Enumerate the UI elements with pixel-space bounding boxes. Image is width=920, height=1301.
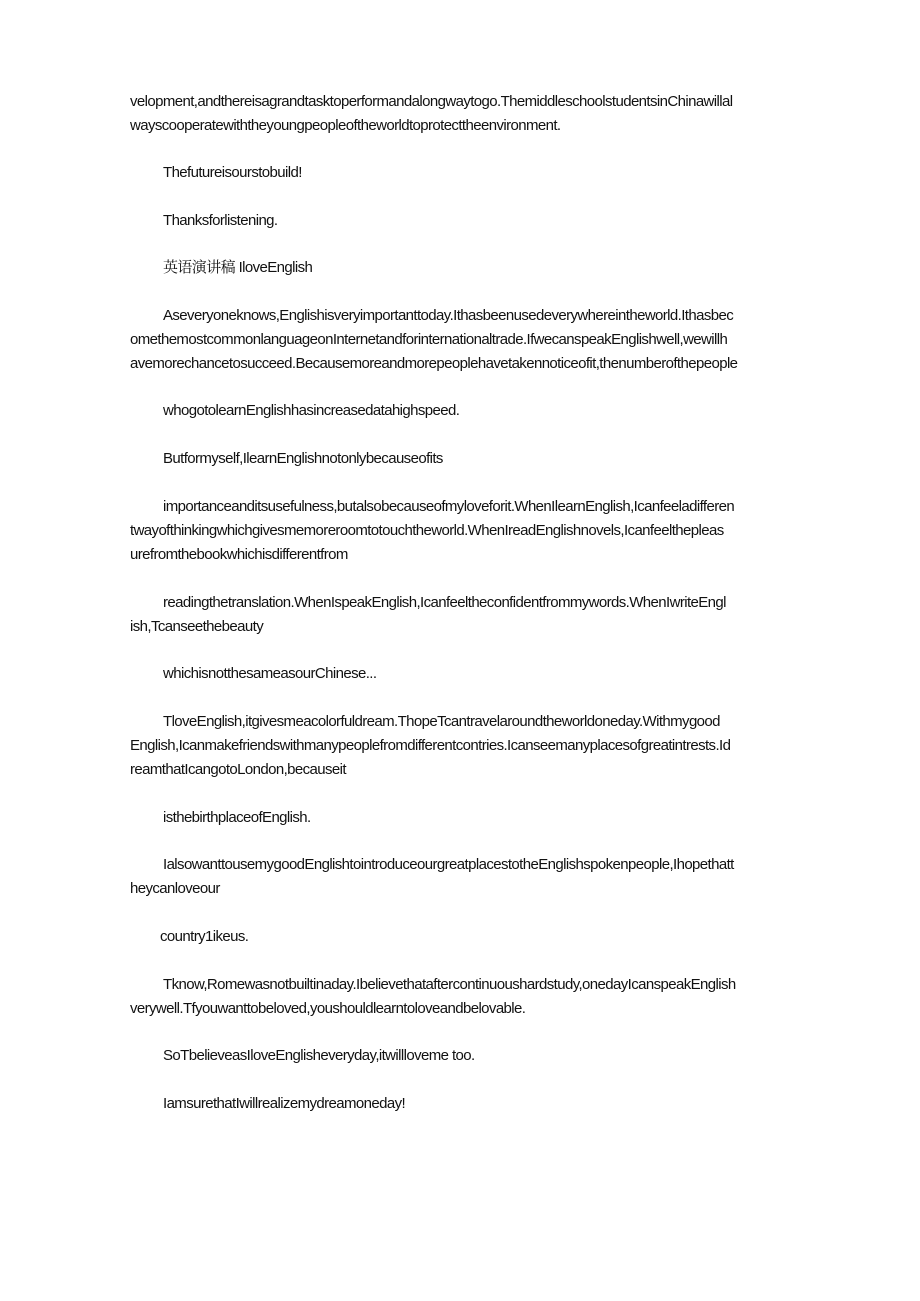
text-line: readingthetranslation.WhenIspeakEnglish,Icanfeeltheconfidentfrommywords.WhenIwriteEngl [163, 594, 726, 611]
text-line: urefromthebookwhichisdifferentfrom [130, 546, 348, 563]
text-line: twayofthinkingwhichgivesmemoreroomtotouchtheworld.WhenIreadEnglishnovels,Icanfeelthepleas [130, 522, 724, 539]
text-line: Thefutureisourstobuild! [163, 164, 302, 181]
text-line: Butformyself,IlearnEnglishnotonlybecauseofits [163, 450, 443, 467]
text-line: wayscooperatewiththeyoungpeopleoftheworldtoprotecttheenvironment. [130, 117, 561, 134]
text-line: IalsowanttousemygoodEnglishtointroduceourgreatplacestotheEnglishspokenpeople,Ihopethatt [163, 856, 734, 873]
text-line: velopment,andthereisagrandtasktoperformandalongwaytogo.ThemiddleschoolstudentsinChinawillal [130, 93, 733, 110]
section-heading: 英语演讲稿 IloveEnglish [163, 259, 313, 276]
text-line: reamthatIcangotoLondon,becauseit [130, 761, 346, 778]
text-line: whichisnotthesameasourChinese... [163, 665, 377, 682]
text-line: Aseveryoneknows,Englishisveryimportanttoday.Ithasbeenusedeverywhereintheworld.Ithasbec [163, 307, 734, 324]
text-line: country1ikeus. [160, 928, 249, 945]
text-line: SoTbelieveasIloveEnglisheveryday,itwillloveme too. [163, 1047, 475, 1064]
text-line: TloveEnglish,itgivesmeacolorfuldream.ThopeTcantravelaroundtheworldoneday.Withmygood [163, 713, 720, 730]
text-line: avemorechancetosucceed.Becausemoreandmorepeoplehavetakennoticeofit,thenumberofthepeople [130, 355, 738, 372]
text-line: isthebirthplaceofEnglish. [163, 809, 311, 826]
text-line: English,Icanmakefriendswithmanypeoplefromdifferentcontries.Icanseemanyplacesofgreatintrests.Id [130, 737, 731, 754]
text-line: verywell.Tfyouwanttobeloved,youshouldlearntoloveandbelovable. [130, 1000, 526, 1017]
text-line: importanceanditsusefulness,butalsobecauseofmyloveforit.WhenIlearnEnglish,Icanfeeladifferen [163, 498, 735, 515]
text-line: whogotolearnEnglishhasincreasedatahighspeed. [163, 402, 460, 419]
text-line: ish,Tcanseethebeauty [130, 618, 264, 635]
text-line: Thanksforlistening. [163, 212, 278, 229]
text-line: Tknow,Romewasnotbuiltinaday.Ibelievethataftercontinuoushardstudy,onedayIcanspeakEnglish [163, 976, 736, 993]
text-line: omethemostcommonlanguageonInternetandforinternationaltrade.IfwecanspeakEnglishwell,wewillh [130, 331, 728, 348]
text-line: IamsurethatIwillrealizemydreamoneday! [163, 1095, 406, 1112]
text-line: heycanloveour [130, 880, 220, 897]
